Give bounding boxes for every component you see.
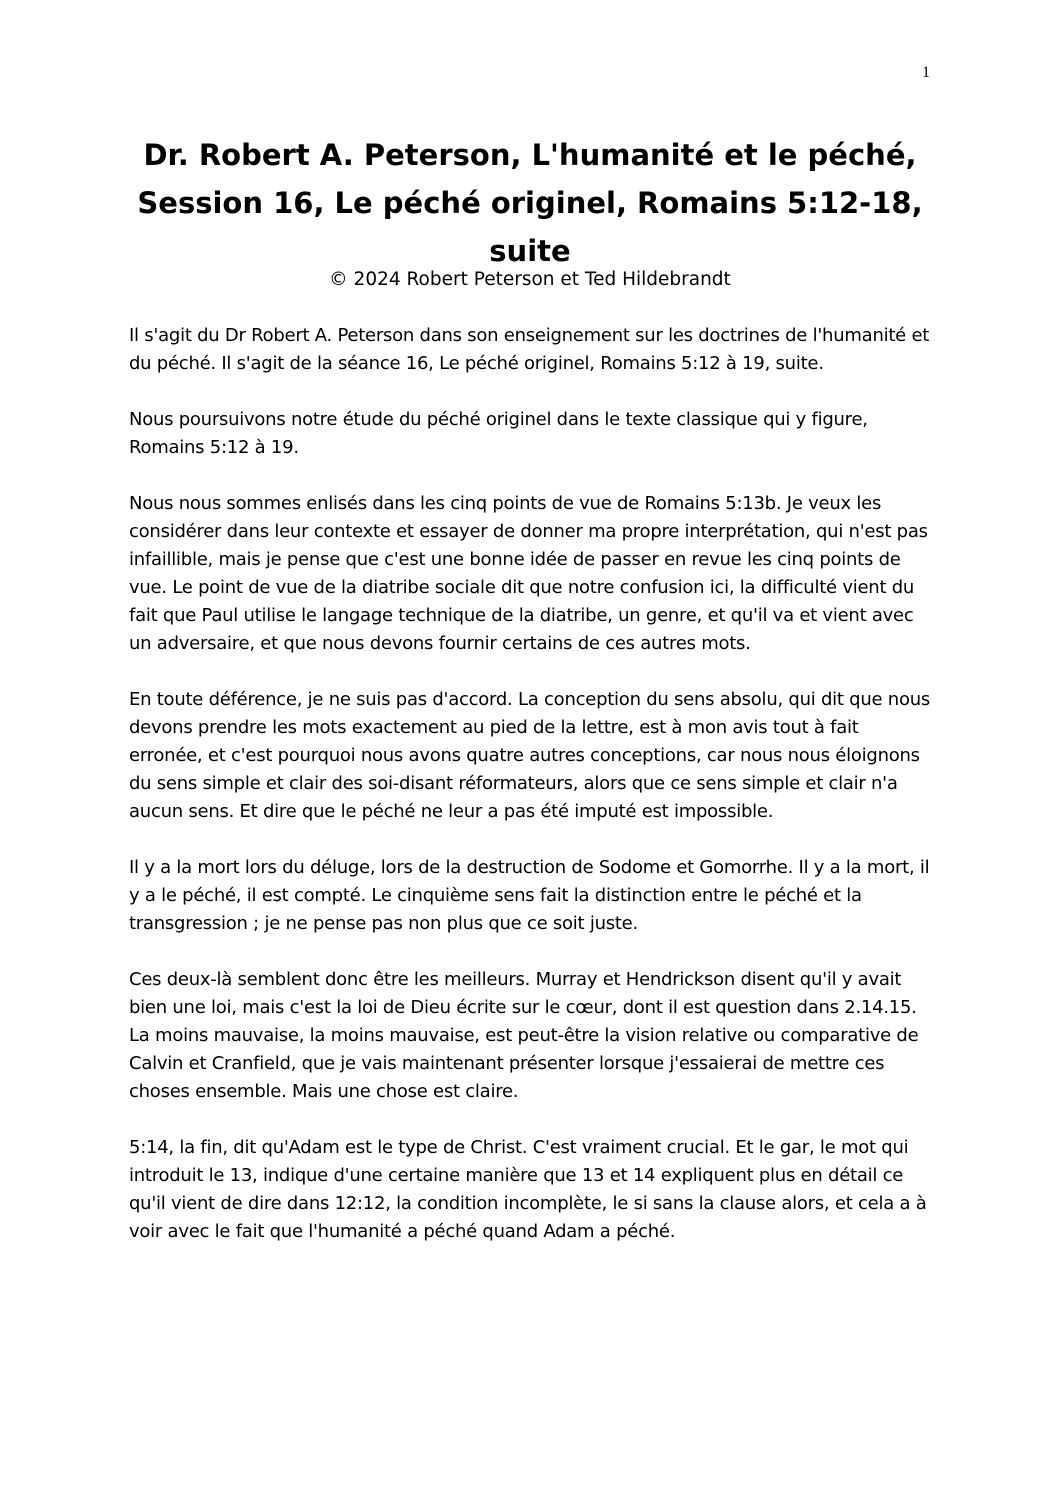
paragraph-3: Nous nous sommes enlisés dans les cinq points de vue de Romains 5:13b. Je veux les considérer dans leur contexte et essayer de donner ma propre interprétation, qui n'est pas infaillible, mais je pense que c'est une bonne idée de passer en revue les cinq points de vue. Le point de vue de la diatribe sociale dit que notre confusion ici, la difficulté vient du fait que Paul utilise le langage technique de la diatribe, un genre, et qu'il va et vient avec un adversaire, et que nous devons fournir certains de ces autres mots. — [129, 493, 928, 654]
paragraph-2: Nous poursuivons notre étude du péché originel dans le texte classique qui y figure, Romains 5:12 à 19. — [129, 409, 868, 458]
paragraph-6: Ces deux-là semblent donc être les meilleurs. Murray et Hendrickson disent qu'il y avait bien une loi, mais c'est la loi de Dieu écrite sur le cœur, dont il est question dans 2.14.15. La moins mauvaise, la moins mauvaise, est peut-être la vision relative ou comparative de Calvin et Cranfield, que je vais maintenant présenter lorsque j'essaierai de mettre ces choses ensemble. Mais une chose est claire. — [129, 969, 919, 1102]
paragraph-4: En toute déférence, je ne suis pas d'accord. La conception du sens absolu, qui dit que nous devons prendre les mots exactement au pied de la lettre, est à mon avis tout à fait erronée, et c'est pourquoi nous avons quatre autres conceptions, car nous nous éloignons du sens simple et clair des soi-disant réformateurs, alors que ce sens simple et clair n'a aucun sens. Et dire que le péché ne leur a pas été imputé est impossible. — [129, 689, 931, 822]
document-body — [129, 322, 935, 1274]
paragraph-1: Il s'agit du Dr Robert A. Peterson dans son enseignement sur les doctrines de l'humanité et du péché. Il s'agit de la séance 16, Le péché originel, Romains 5:12 à 19, suite. — [129, 325, 930, 374]
page-number: 1 — [922, 64, 930, 81]
document-title: Dr. Robert A. Peterson, L'humanité et le péché, Session 16, Le péché originel, Romains 5:12-18, suite — [137, 138, 923, 268]
paragraph-5: Il y a la mort lors du déluge, lors de la destruction de Sodome et Gomorrhe. Il y a la mort, il y a le péché, il est compté. Le cinquième sens fait la distinction entre le péché et la transgression ; je ne pense pas non plus que ce soit juste. — [129, 857, 930, 934]
copyright-notice: © 2024 Robert Peterson et Ted Hildebrandt — [329, 269, 731, 290]
paragraph-7: 5:14, la fin, dit qu'Adam est le type de Christ. C'est vraiment crucial. Et le gar, le mot qui introduit le 13, indique d'une certaine manière que 13 et 14 expliquent plus en détail ce qu'il vient de dire dans 12:12, la condition incomplète, le si sans la clause alors, et cela a à voir avec le fait que l'humanité a péché quand Adam a péché. — [129, 1137, 927, 1242]
